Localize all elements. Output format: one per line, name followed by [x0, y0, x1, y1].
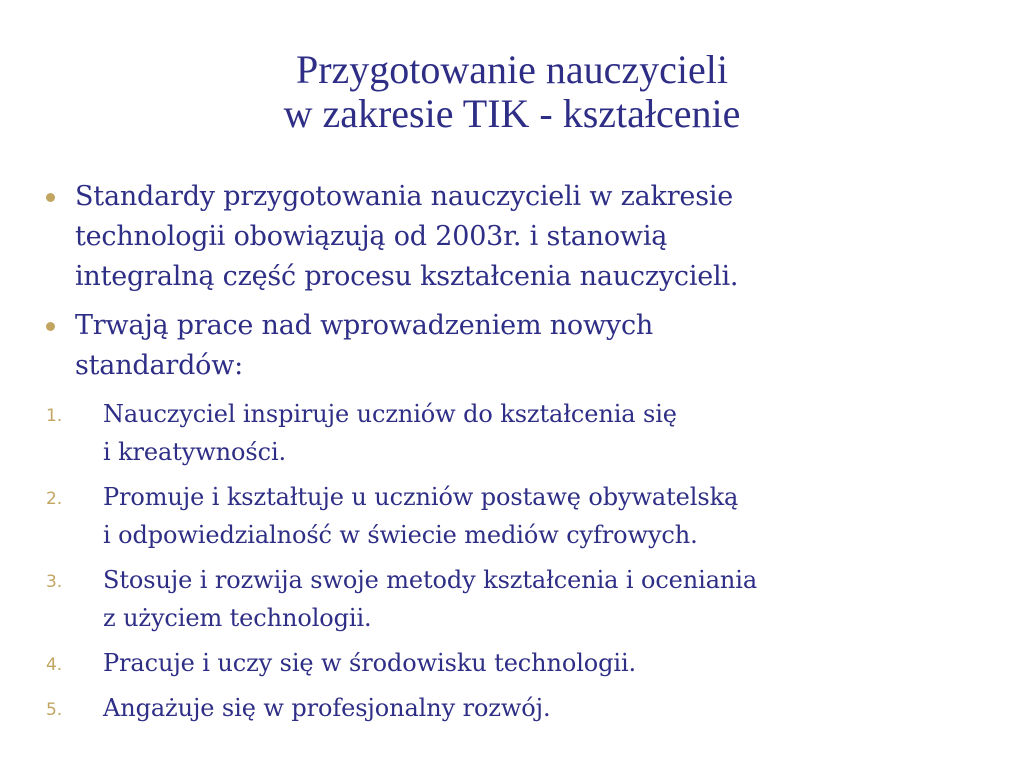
numbered-item	[44, 478, 1004, 554]
bullet-item	[42, 306, 1002, 386]
bullet-line: Standardy przygotowania nauczycieli w zakresie	[75, 181, 734, 212]
bullet-line: standardów:	[75, 350, 244, 381]
bullet-item	[42, 177, 1002, 297]
numbered-line: Pracuje i uczy się w środowisku technologii.	[103, 649, 637, 677]
numbered-line: Angażuje się w profesjonalny rozwój.	[103, 694, 551, 722]
numbered-list	[44, 395, 1004, 734]
bullet-dot-icon	[46, 193, 55, 202]
numbered-line: Promuje i kształtuje u uczniów postawę obywatelską	[103, 483, 739, 511]
numbered-line: i odpowiedzialność w świecie mediów cyfrowych.	[103, 521, 698, 549]
number-marker: 4.	[46, 655, 63, 675]
numbered-line: i kreatywności.	[103, 438, 287, 466]
number-marker: 2.	[46, 489, 63, 509]
numbered-item	[44, 644, 1004, 682]
title-line: w zakresie TIK - kształcenie	[283, 91, 741, 136]
numbered-line: Stosuje i rozwija swoje metody kształcenia i oceniania	[103, 566, 758, 594]
numbered-item	[44, 561, 1004, 637]
number-marker: 3.	[46, 572, 63, 592]
numbered-line: Nauczyciel inspiruje uczniów do kształcenia się	[103, 400, 677, 428]
bullet-dot-icon	[46, 322, 55, 331]
numbered-item	[44, 689, 1004, 727]
numbered-item	[44, 395, 1004, 471]
slide-title	[0, 48, 1024, 136]
title-line: Przygotowanie nauczycieli	[295, 47, 729, 92]
bullet-line: technologii obowiązują od 2003r. i stanowią	[75, 221, 668, 252]
numbered-line: z użyciem technologii.	[103, 604, 372, 632]
bullet-line: Trwają prace nad wprowadzeniem nowych	[75, 310, 654, 341]
number-marker: 1.	[46, 406, 63, 426]
bullet-list	[42, 177, 1002, 395]
bullet-line: integralną część procesu kształcenia nauczycieli.	[75, 261, 739, 292]
number-marker: 5.	[46, 700, 63, 720]
